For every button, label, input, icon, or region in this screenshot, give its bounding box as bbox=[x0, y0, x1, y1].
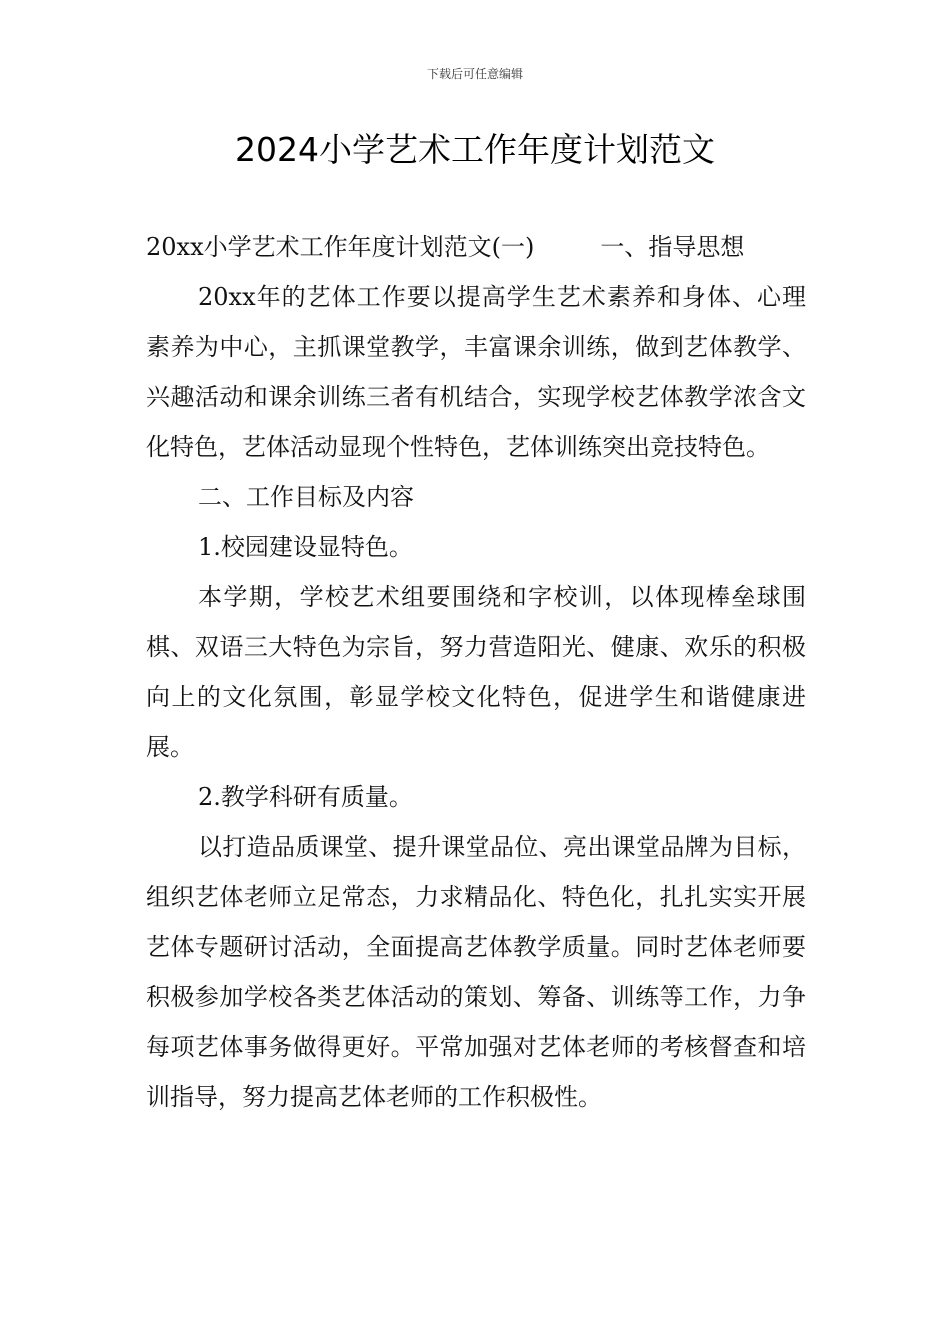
document-title: 2024小学艺术工作年度计划范文 bbox=[235, 130, 715, 169]
document-subtitle: 20xx小学艺术工作年度计划范文(一) bbox=[146, 233, 535, 261]
subheading-campus-construction: 1.校园建设显特色。 bbox=[198, 533, 413, 561]
paragraph-guiding-ideology: 20xx年的艺体工作要以提高学生艺术素养和身体、心理素养为中心，主抓课堂教学，丰富课余训练，做到艺体教学、兴趣活动和课余训练三者有机结合，实现学校艺体教学浓含文化特色，艺体活动显现个性特色，艺体训练突出竞技特色。 bbox=[146, 283, 806, 461]
section-heading-goals: 二、工作目标及内容 bbox=[198, 483, 414, 511]
section-heading-guiding-ideology: 一、指导思想 bbox=[600, 233, 745, 261]
subheading-teaching-research: 2.教学科研有质量。 bbox=[198, 783, 413, 811]
paragraph-campus-construction: 本学期，学校艺术组要围绕和字校训，以体现棒垒球围棋、双语三大特色为宗旨，努力营造阳光、健康、欢乐的积极向上的文化氛围，彰显学校文化特色，促进学生和谐健康进展。 bbox=[146, 583, 806, 761]
header-note: 下载后可任意编辑 bbox=[426, 67, 523, 81]
paragraph-teaching-research: 以打造品质课堂、提升课堂品位、亮出课堂品牌为目标，组织艺体老师立足常态，力求精品化、特色化，扎扎实实开展艺体专题研讨活动，全面提高艺体教学质量。同时艺体老师要积极参加学校各类艺体活动的策划、筹备、训练等工作，力争每项艺体事务做得更好。平常加强对艺体老师的考核督查和培训指导，努力提高艺体老师的工作积极性。 bbox=[146, 833, 806, 1111]
document-body bbox=[146, 222, 806, 1122]
lead-line bbox=[146, 222, 806, 272]
